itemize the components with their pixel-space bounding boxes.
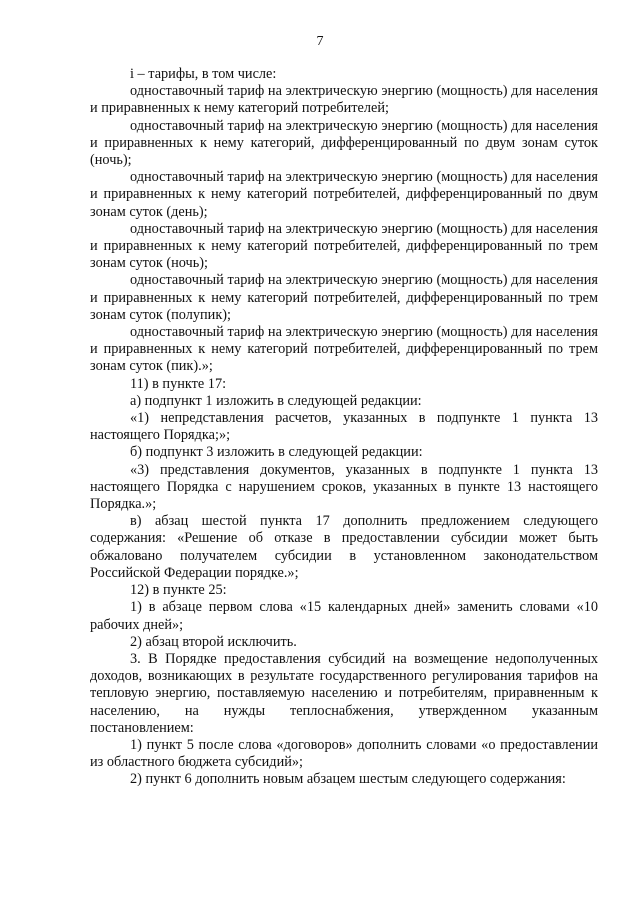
paragraph-tariffs-intro: i – тарифы, в том числе:: [130, 66, 277, 82]
paragraph-section-3-2: 2) пункт 6 дополнить новым абзацем шестым следующего содержания:: [130, 771, 566, 788]
document-body: [90, 66, 598, 789]
paragraph-section-3: 3. В Порядке предоставления субсидий на возмещение недополученных доходов, возникающих в результате государственного регулирования тарифов на тепловую энергию, поставляемую населению и потребителям, приравненным к населению, на нужды теплоснабжения, утвержденном указанным постановлением:: [90, 650, 598, 736]
paragraph-sub-b: б) подпункт 3 изложить в следующей редакции:: [130, 444, 423, 461]
paragraph-tariff-3: одноставочный тариф на электрическую энергию (мощность) для населения и приравненных к нему категорий потребителей, дифференцированный по двум зонам суток (день);: [90, 169, 598, 220]
paragraph-tariff-5: одноставочный тариф на электрическую энергию (мощность) для населения и приравненных к нему категорий потребителей, дифференцированный по трем зонам суток (полупик);: [90, 272, 598, 323]
paragraph-tariff-1: одноставочный тариф на электрическую энергию (мощность) для населения и приравненных к нему категорий потребителей;: [90, 83, 598, 117]
paragraph-quote-1: «1) непредставления расчетов, указанных в подпункте 1 пункта 13 настоящего Порядка;»;: [90, 410, 598, 444]
paragraph-tariff-2: одноставочный тариф на электрическую энергию (мощность) для населения и приравненных к нему категорий, дифференцированный по двум зонам суток (ночь);: [90, 117, 598, 169]
paragraph-sub-v: в) абзац шестой пункта 17 дополнить предложением следующего содержания: «Решение об отказе в предоставлении субсидии может быть обжаловано получателем субсидии в установленном законодательством Российской Федерации порядке.»;: [90, 513, 598, 581]
paragraph-quote-3: «3) представления документов, указанных в подпункте 1 пункта 13 настоящего Порядка с нарушением сроков, указанных в пункте 13 настоящего Порядка.»;: [90, 461, 598, 513]
paragraph-item-12: 12) в пункте 25:: [130, 582, 227, 599]
paragraph-sub-a: а) подпункт 1 изложить в следующей редакции:: [130, 392, 422, 409]
paragraph-tariff-4: одноставочный тариф на электрическую энергию (мощность) для населения и приравненных к нему категорий потребителей, дифференцированный по трем зонам суток (ночь);: [90, 220, 598, 272]
paragraph-item-11: 11) в пункте 17:: [130, 375, 227, 392]
paragraph-item-12-2: 2) абзац второй исключить.: [130, 633, 297, 650]
page-number: 7: [316, 34, 324, 49]
paragraph-section-3-1: 1) пункт 5 после слова «договоров» дополнить словами «о предоставлении из областного бюджета субсидий»;: [90, 736, 598, 771]
paragraph-tariff-6: одноставочный тариф на электрическую энергию (мощность) для населения и приравненных к нему категорий потребителей, дифференцированный по трем зонам суток (пик).»;: [90, 324, 598, 375]
paragraph-item-12-1: 1) в абзаце первом слова «15 календарных дней» заменить словами «10 рабочих дней»;: [90, 599, 598, 633]
